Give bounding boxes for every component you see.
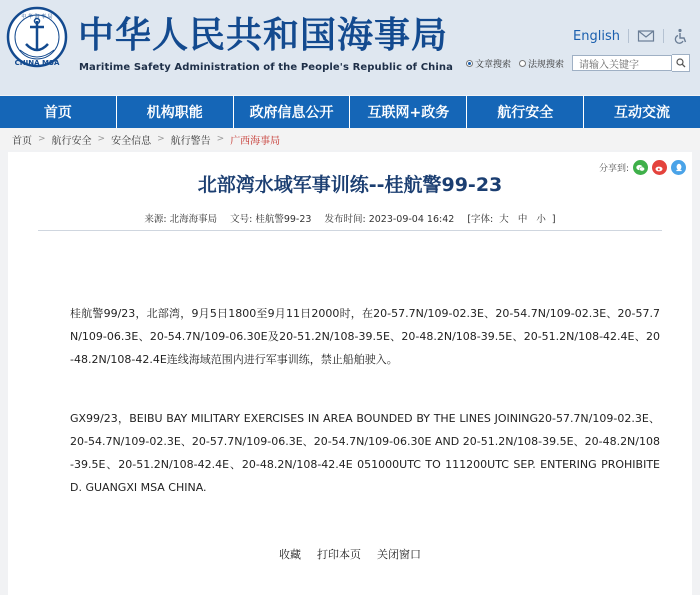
english-link[interactable]: English	[573, 28, 620, 44]
chevron-right-icon: >	[38, 134, 46, 144]
nav-home[interactable]: 首页	[0, 96, 116, 128]
site-header	[0, 0, 700, 95]
china-msa-logo[interactable]	[6, 6, 68, 72]
article-actions	[8, 546, 692, 562]
tool-divider	[628, 29, 629, 43]
font-size-controls	[467, 214, 555, 225]
nav-functions[interactable]: 机构职能	[117, 96, 233, 128]
article-paragraph-en: GX99/23，BEIBU BAY MILITARY EXERCISES IN AREA BOUNDED BY THE LINES JOINING20-57.7N/109-02.3E、20-54.7N/109-02.3E、20-57.7N/109-06.3E、20-54.7N/109-06.30E AND 20-51.2N/108-39.5E、20-48.2N/108-39.5E、20-51.2N/108-42.4E、20-48.2N/108-42.4E 051000UTC TO 111200UTC SEP. ENTERING PROHIBITED. GUANGXI MSA CHINA.	[70, 412, 660, 494]
search-button[interactable]	[672, 54, 690, 72]
main-nav	[0, 96, 700, 128]
article-date: 发布时间: 2023-09-04 16:42	[324, 214, 455, 225]
search-input[interactable]: 请输入关键字	[572, 55, 672, 71]
header-tools	[573, 26, 690, 46]
share-label: 分享到:	[598, 164, 629, 174]
search-option-regulations[interactable]: 法规搜索	[519, 57, 564, 70]
search-icon	[676, 58, 686, 68]
wheelchair-icon[interactable]	[672, 28, 690, 44]
radio-selected-icon	[466, 60, 473, 67]
breadcrumb-home[interactable]: 首页	[12, 135, 32, 147]
site-title-en: Maritime Safety Administration of the People's Republic of China	[79, 62, 453, 73]
tool-divider	[663, 29, 664, 43]
breadcrumb	[0, 128, 700, 150]
article-paragraph-cn: 桂航警99/23，北部湾，9月5日1800至9月11日2000时，在20-57.7N/109-02.3E、20-54.7N/109-02.3E、20-57.7N/109-06.3E、20-54.7N/109-06.30E及20-51.2N/108-39.5E、20-48.2N/108-39.5E、20-51.2N/108-42.4E、20-48.2N/108-42.4E连线海域范围内进行军事训练，禁止船舶驶入。	[70, 307, 660, 366]
breadcrumb-safety-info[interactable]: 安全信息	[111, 135, 152, 147]
close-window-button[interactable]: 关闭窗口	[377, 548, 421, 561]
chevron-right-icon: >	[157, 134, 165, 144]
search-option-articles[interactable]: 文章搜索	[466, 57, 511, 70]
breadcrumb-nav-safety[interactable]: 航行安全	[51, 135, 92, 147]
font-size-label: [字体:	[467, 214, 494, 225]
font-size-close: ]	[551, 214, 556, 225]
font-size-small[interactable]: 小	[536, 214, 546, 225]
chevron-right-icon: >	[97, 134, 106, 144]
logo-caption: CHINA MSA	[14, 59, 60, 67]
article-doc-no: 文号: 桂航警99-23	[230, 214, 312, 225]
nav-interaction[interactable]: 互动交流	[584, 96, 700, 128]
print-button[interactable]: 打印本页	[317, 548, 361, 561]
search-bar	[466, 54, 690, 72]
favorite-button[interactable]: 收藏	[279, 548, 301, 561]
font-size-large[interactable]: 大	[499, 214, 509, 225]
nav-navigation-safety[interactable]: 航行安全	[467, 96, 583, 128]
chevron-right-icon: >	[216, 134, 225, 144]
nav-gov-info[interactable]: 政府信息公开	[234, 96, 350, 128]
article-title: 北部湾水域军事训练--桂航警99-23	[197, 174, 503, 196]
font-size-medium[interactable]: 中	[517, 214, 528, 225]
envelope-icon[interactable]	[637, 28, 655, 44]
site-title-cn: 中华人民共和国海事局	[78, 15, 449, 56]
radio-icon	[519, 60, 526, 67]
breadcrumb-nav-warning[interactable]: 航行警告	[170, 135, 211, 147]
svg-text:中 华 海 事 局: 中 华 海 事 局	[21, 14, 53, 20]
breadcrumb-current[interactable]: 广西海事局	[230, 135, 281, 147]
article-source: 来源: 北海海事局	[144, 214, 218, 225]
nav-internet-gov[interactable]: 互联网+政务	[350, 96, 466, 128]
article-meta	[8, 211, 692, 225]
divider	[38, 230, 662, 231]
article-panel	[8, 152, 692, 595]
